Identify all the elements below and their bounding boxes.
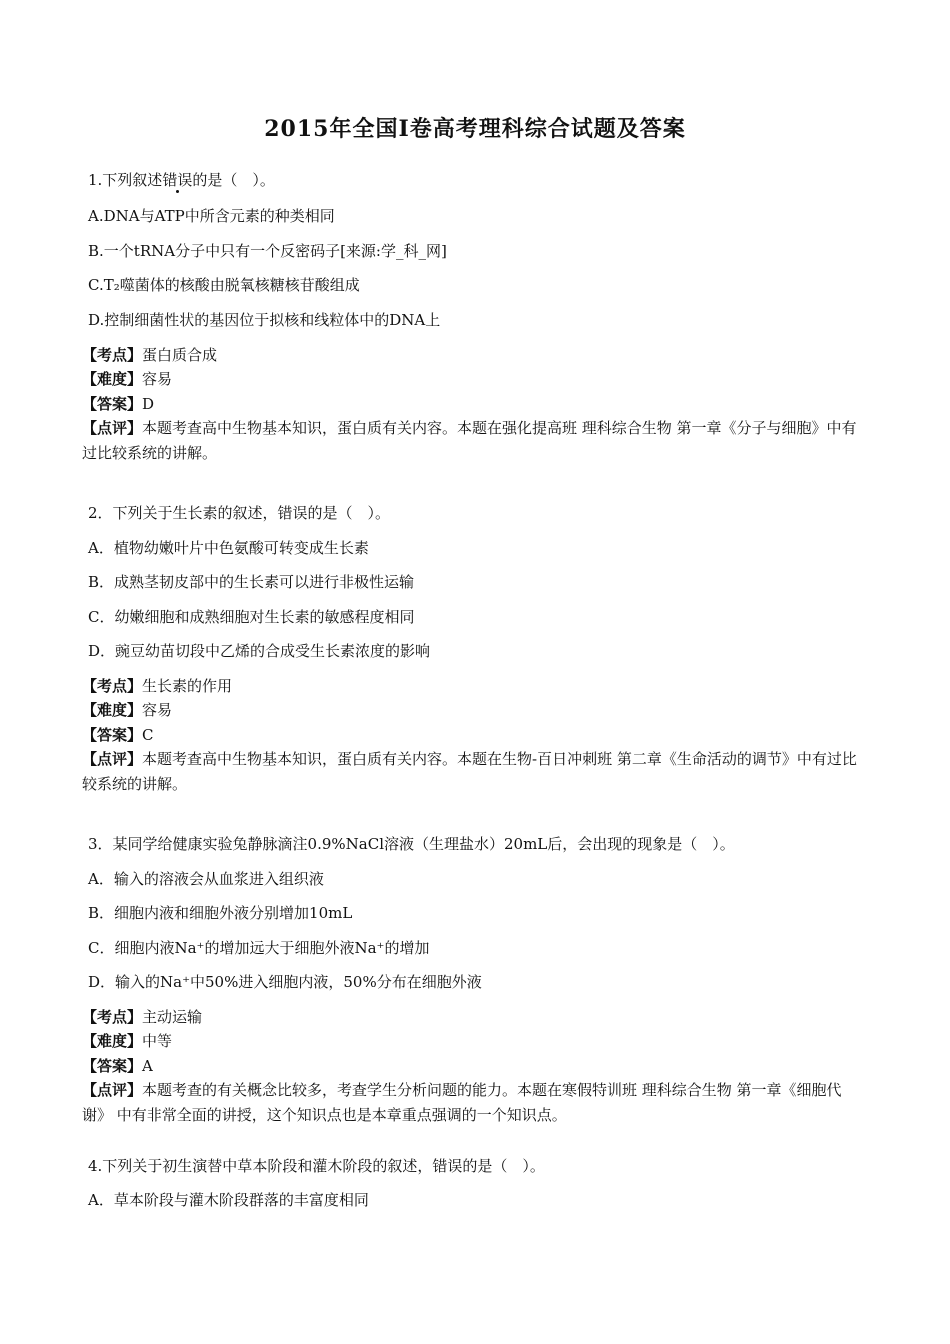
question-2-option-a: A．植物幼嫩叶片中色氨酸可转变成生长素 — [88, 539, 369, 557]
question-1-stem-post: 的是（ ）。 — [192, 171, 275, 189]
question-1-stem-pre: 1.下列叙述 — [88, 171, 163, 189]
question-3-option-a: A．输入的溶液会从血浆进入组织液 — [88, 870, 324, 888]
question-1-option-c: C.T₂噬菌体的核酸由脱氧核糖核苷酸组成 — [88, 276, 360, 294]
kaodian-value: 主动运输 — [142, 1008, 203, 1026]
dianping-tag: 【点评】 — [82, 1081, 143, 1099]
question-2-option-b: B．成熟茎韧皮部中的生长素可以进行非极性运输 — [88, 573, 415, 591]
question-4-option-a: A．草本阶段与灌木阶段群落的丰富度相同 — [88, 1191, 369, 1209]
question-4-stem: 4.下列关于初生演替中草本阶段和灌木阶段的叙述，错误的是（ ）。 — [88, 1157, 545, 1175]
question-3-option-d: D．输入的Na⁺中50%进入细胞内液，50%分布在细胞外液 — [88, 973, 482, 991]
question-2-daan — [82, 725, 154, 745]
question-2-option-c: C．幼嫩细胞和成熟细胞对生长素的敏感程度相同 — [88, 608, 415, 626]
dianping-value: 本题考查高中生物基本知识，蛋白质有关内容。本题在强化提高班 理科综合生物 第一章《分子与细胞》中有过比较系统的讲解。 — [82, 419, 857, 462]
nandu-tag: 【难度】 — [82, 370, 143, 388]
daan-value: A — [142, 1057, 153, 1075]
dianping-value: 本题考查的有关概念比较多，考查学生分析问题的能力。本题在寒假特训班 理科综合生物 第一章《细胞代谢》 中有非常全面的讲授，这个知识点也是本章重点强调的一个知识点。 — [82, 1081, 842, 1124]
nandu-value: 容易 — [142, 370, 173, 388]
kaodian-tag: 【考点】 — [82, 1008, 143, 1026]
question-3-kaodian — [82, 1007, 202, 1027]
question-1-option-d: D.控制细菌性状的基因位于拟核和线粒体中的DNA上 — [88, 311, 441, 329]
question-3-stem: 3．某同学给健康实验兔静脉滴注0.9%NaCl溶液（生理盐水）20mL后，会出现的现象是（ ）。 — [88, 835, 735, 853]
question-1-kaodian — [82, 345, 217, 365]
nandu-value: 容易 — [142, 701, 173, 719]
daan-tag: 【答案】 — [82, 726, 143, 744]
document-title: 2015年全国Ⅰ卷高考理科综合试题及答案 — [264, 116, 686, 142]
question-3-daan — [82, 1056, 153, 1076]
question-1-option-a: A.DNA与ATP中所含元素的种类相同 — [88, 207, 335, 225]
nandu-value: 中等 — [142, 1032, 173, 1050]
question-2-stem: 2．下列关于生长素的叙述，错误的是（ ）。 — [88, 504, 391, 522]
question-1-dianping — [82, 416, 870, 466]
dianping-tag: 【点评】 — [82, 750, 143, 768]
question-1-nandu — [82, 369, 172, 389]
question-1-option-b: B.一个tRNA分子中只有一个反密码子[来源:学_科_网] — [88, 242, 447, 260]
kaodian-tag: 【考点】 — [82, 346, 143, 364]
question-2-nandu — [82, 700, 172, 720]
dianping-tag: 【点评】 — [82, 419, 143, 437]
kaodian-tag: 【考点】 — [82, 677, 143, 695]
kaodian-value: 生长素的作用 — [142, 677, 233, 695]
nandu-tag: 【难度】 — [82, 701, 143, 719]
question-2-dianping — [82, 747, 870, 797]
question-3-nandu — [82, 1031, 172, 1051]
question-2-kaodian — [82, 676, 232, 696]
question-3-option-b: B．细胞内液和细胞外液分别增加10mL — [88, 904, 353, 922]
dianping-value: 本题考查高中生物基本知识，蛋白质有关内容。本题在生物-百日冲刺班 第二章《生命活动的调节》中有过比较系统的讲解。 — [82, 750, 857, 793]
question-2-option-d: D．豌豆幼苗切段中乙烯的合成受生长素浓度的影响 — [88, 642, 431, 660]
question-3-option-c: C．细胞内液Na⁺的增加远大于细胞外液Na⁺的增加 — [88, 939, 430, 957]
daan-value: D — [142, 395, 155, 413]
daan-value: C — [142, 726, 154, 744]
nandu-tag: 【难度】 — [82, 1032, 143, 1050]
question-1-stem — [88, 170, 275, 190]
question-1-daan — [82, 394, 154, 414]
daan-tag: 【答案】 — [82, 1057, 143, 1075]
kaodian-value: 蛋白质合成 — [142, 346, 218, 364]
emphasis-dotted-text: 错误 — [162, 171, 193, 189]
question-3-dianping — [82, 1078, 870, 1128]
daan-tag: 【答案】 — [82, 395, 143, 413]
